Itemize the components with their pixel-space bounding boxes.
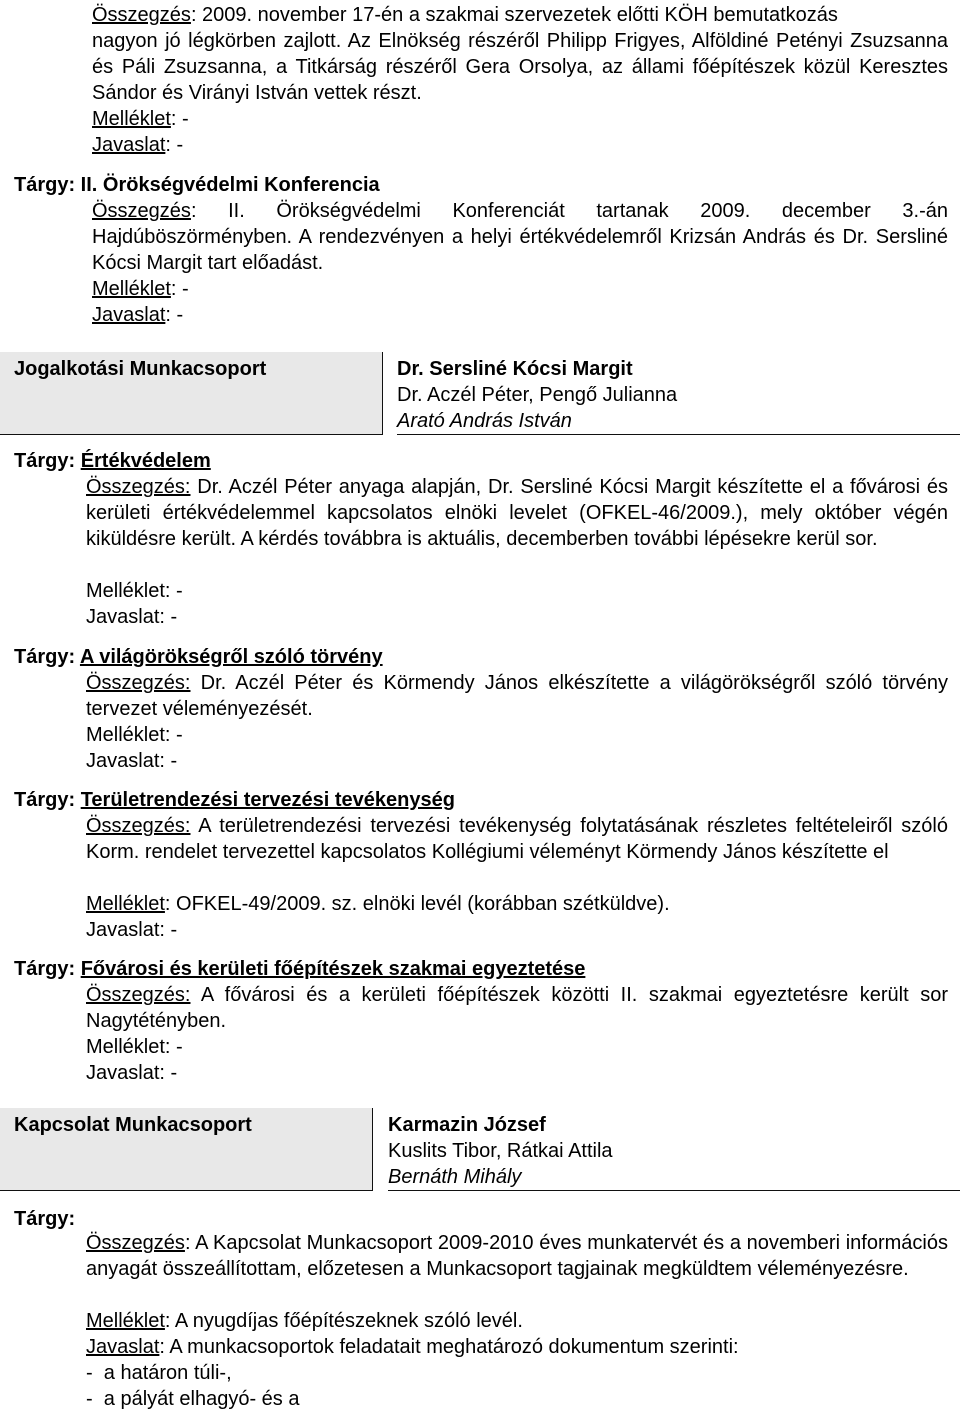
list-item: - a pályát elhagyó- és a bbox=[86, 1388, 300, 1410]
item-title bbox=[14, 956, 585, 982]
melleklet-value: : A nyugdíjas főépítészeknek szóló levél. bbox=[164, 1310, 523, 1332]
item-javaslat: Javaslat: - bbox=[86, 606, 178, 628]
targy-label: Tárgy: bbox=[14, 958, 81, 980]
item-title-text: Fővárosi és kerületi főépítészek szakmai egyeztetése bbox=[80, 958, 586, 980]
summary-label: Összegzés bbox=[92, 200, 191, 222]
melleklet-label: Melléklet bbox=[86, 893, 165, 915]
section1-melleklet bbox=[92, 106, 189, 132]
summary-text: A fővárosi és a kerületi főépítészek közötti II. szakmai egyeztetésre került sor Nagytétényben. bbox=[86, 984, 948, 1032]
section1-javaslat bbox=[92, 132, 183, 158]
item-javaslat: Javaslat: - bbox=[86, 750, 178, 772]
item-melleklet: Melléklet: - bbox=[86, 1036, 183, 1058]
item-title-text: Értékvédelem bbox=[80, 450, 211, 472]
item-melleklet bbox=[86, 1308, 523, 1334]
item-title bbox=[14, 448, 211, 474]
summary-text: nagyon jó légkörben zajlott. Az Elnökség részéről Philipp Frigyes, Alföldiné Petényi Zsuzsanna és Páli Zsuzsanna, a Titkárság részéről Gera Orsolya, az állami főépítészek közül Keresztes Sándor és Virányi István vettek részt. bbox=[92, 30, 948, 104]
summary-label: Összegzés: bbox=[86, 815, 191, 837]
javaslat-value: : - bbox=[165, 304, 184, 326]
melleklet-label: Melléklet bbox=[92, 278, 171, 300]
summary-label: Összegzés bbox=[86, 1232, 185, 1254]
working-group-secretary: Arató András István bbox=[397, 408, 960, 435]
item-melleklet: Melléklet: - bbox=[86, 580, 183, 602]
summary-text: : A Kapcsolat Munkacsoport 2009-2010 éves munkatervét és a novemberi információs anyagát összeállítottam, előzetesen a Munkacsoport tagjainak megküldtem véleményezésre. bbox=[86, 1232, 948, 1280]
summary-label: Összegzés: bbox=[86, 476, 191, 498]
targy-label: Tárgy: bbox=[14, 646, 80, 668]
summary-label: Összegzés bbox=[92, 4, 191, 26]
section2-title: Tárgy: II. Örökségvédelmi Konferencia bbox=[14, 174, 380, 196]
javaslat-label: Javaslat bbox=[92, 304, 166, 326]
section2-melleklet bbox=[92, 276, 189, 302]
melleklet-value: : - bbox=[170, 278, 189, 300]
item-title-text: Területrendezési tervezési tevékenység bbox=[80, 789, 455, 811]
melleklet-label: Melléklet bbox=[92, 108, 171, 130]
summary-text: A területrendezési tervezési tevékenység folytatásának részletes feltételeiről szóló Korm. rendelet tervezettel kapcsolatos Kollégiumi véleményt Körmendy János készítette el bbox=[86, 815, 948, 863]
section1-summary bbox=[92, 2, 948, 28]
list-item: - a határon túli-, bbox=[86, 1362, 232, 1384]
item-javaslat: Javaslat: - bbox=[86, 919, 178, 941]
item-summary bbox=[86, 813, 948, 865]
item-javaslat bbox=[86, 1334, 739, 1360]
javaslat-label: Javaslat bbox=[86, 1336, 160, 1358]
working-group-name: Jogalkotási Munkacsoport bbox=[14, 358, 267, 380]
item-javaslat: Javaslat: - bbox=[86, 1062, 178, 1084]
targy-label: Tárgy: bbox=[14, 789, 81, 811]
item-summary bbox=[86, 474, 948, 552]
item-title bbox=[14, 644, 383, 670]
item-summary bbox=[86, 1230, 948, 1282]
javaslat-value: : A munkacsoportok feladatait meghatározó dokumentum szerinti: bbox=[159, 1336, 739, 1358]
item-summary bbox=[86, 670, 948, 722]
summary-label: Összegzés: bbox=[86, 672, 191, 694]
targy-label: Tárgy: bbox=[14, 450, 81, 472]
summary-first-line: : 2009. november 17-én a szakmai szervezetek előtti KÖH bemutatkozás bbox=[190, 4, 838, 26]
summary-text: : II. Örökségvédelmi Konferenciát tartanak 2009. december 3.-án Hajdúböszörményben. A rendezvényen a helyi értékvédelemről Krizsán András és Dr. Sersliné Kócsi Margit tart előadást. bbox=[92, 200, 948, 274]
section1-summary-rest bbox=[92, 28, 948, 106]
working-group-secretary: Bernáth Mihály bbox=[388, 1164, 960, 1191]
melleklet-value: : OFKEL-49/2009. sz. elnöki levél (korábban szétküldve). bbox=[164, 893, 670, 915]
melleklet-label: Melléklet bbox=[86, 1310, 165, 1332]
javaslat-label: Javaslat bbox=[92, 134, 166, 156]
working-group-leader: Karmazin József bbox=[388, 1114, 546, 1136]
working-group-name: Kapcsolat Munkacsoport bbox=[14, 1114, 252, 1136]
summary-text: Dr. Aczél Péter anyaga alapján, Dr. Sersliné Kócsi Margit készítette el a fővárosi és kerületi értékvédelemmel kapcsolatos elnöki levelet (OFKEL-46/2009.), mely október végén kiküldésre került. A kérdés továbbra is aktuális, decemberben további lépésekre kerül sor. bbox=[86, 476, 948, 550]
working-group-members: Dr. Aczél Péter, Pengő Julianna bbox=[397, 384, 678, 406]
targy-label: Tárgy: bbox=[14, 1208, 76, 1230]
javaslat-value: : - bbox=[165, 134, 184, 156]
summary-label: Összegzés: bbox=[86, 984, 191, 1006]
working-group-members: Kuslits Tibor, Rátkai Attila bbox=[388, 1140, 613, 1162]
summary-text: Dr. Aczél Péter és Körmendy János elkészítette a világörökségről szóló törvény tervezet véleményezését. bbox=[86, 672, 948, 720]
melleklet-value: : - bbox=[170, 108, 189, 130]
item-melleklet bbox=[86, 891, 670, 917]
working-group-leader: Dr. Sersliné Kócsi Margit bbox=[397, 358, 633, 380]
item-summary bbox=[86, 982, 948, 1034]
item-title-text: A világörökségről szóló törvény bbox=[79, 646, 383, 668]
section2-summary bbox=[92, 198, 948, 276]
item-title bbox=[14, 787, 455, 813]
section2-javaslat bbox=[92, 302, 183, 328]
item-melleklet: Melléklet: - bbox=[86, 724, 183, 746]
